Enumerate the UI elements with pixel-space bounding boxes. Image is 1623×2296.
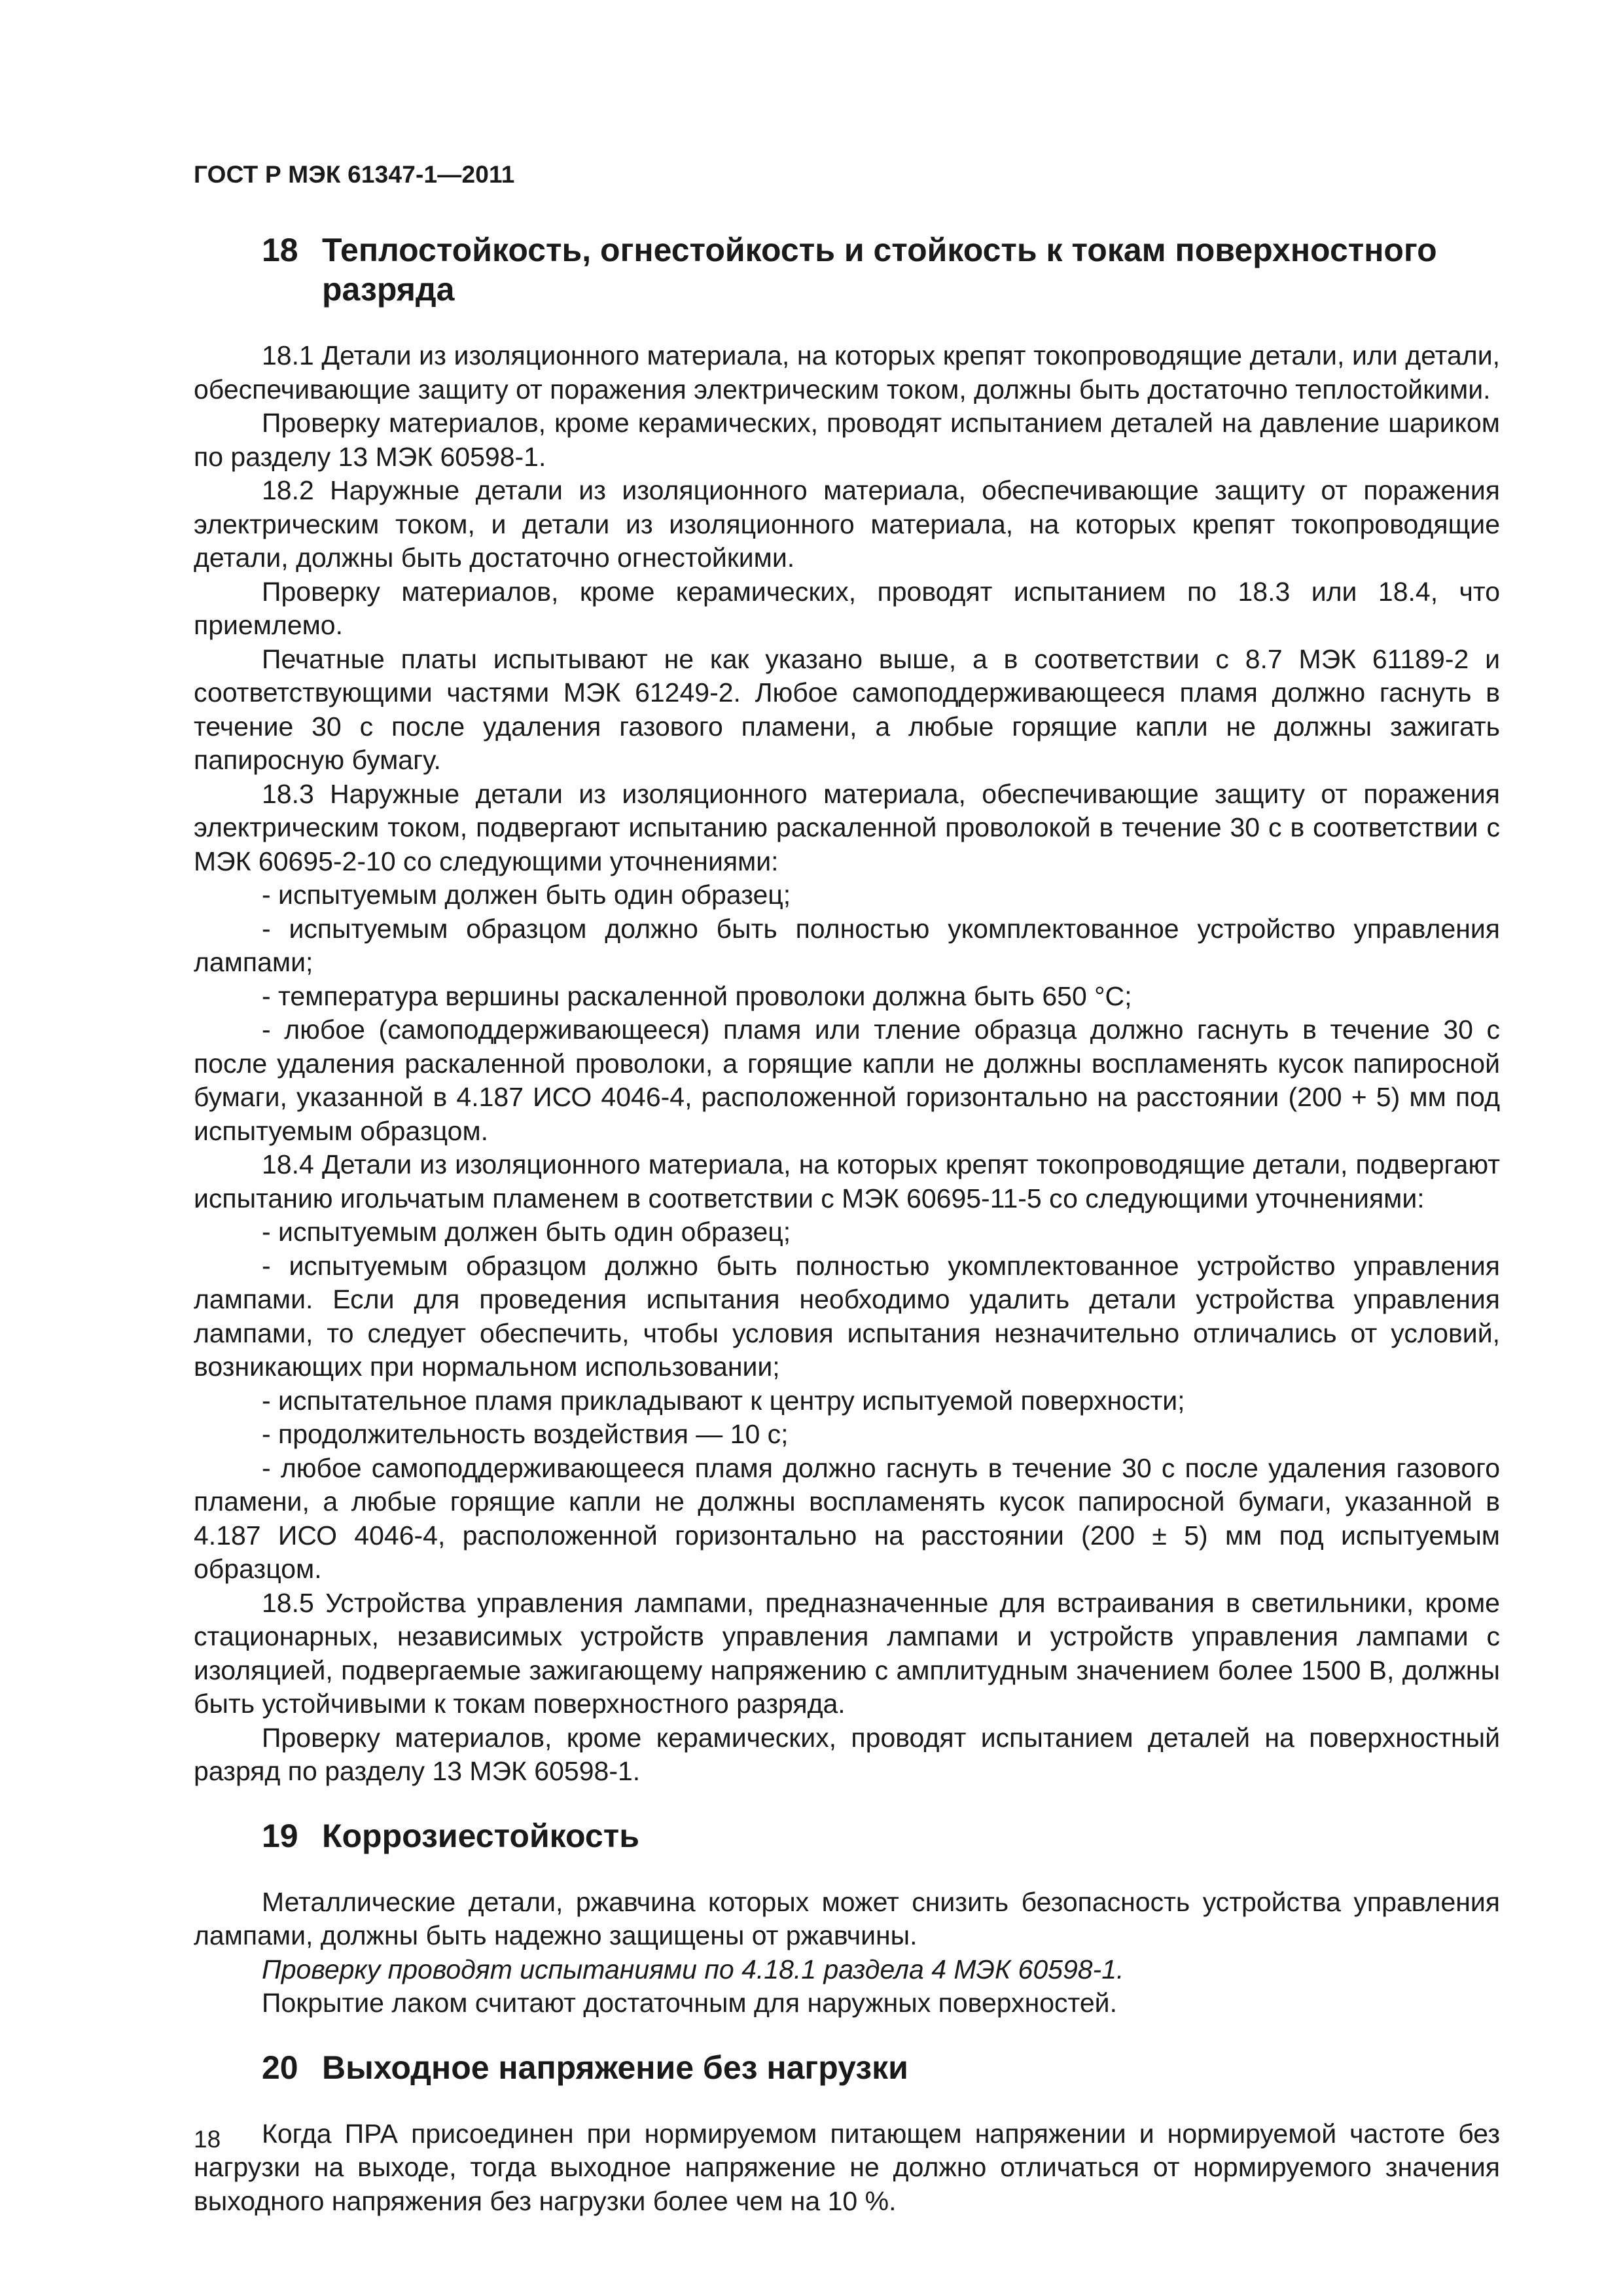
page-number: 18 <box>194 2126 221 2153</box>
paragraph-20-main: Когда ПРА присоединен при нормируемом питающем напряжении и нормируемой частоте без нагрузки на выходе, тогда выходное напряжение не должно отличаться от нормируемого значения выходного напряжения без нагрузки более чем на 10 %. <box>194 2118 1500 2216</box>
section-20-heading <box>194 2048 1500 2087</box>
section-20-number: 20 <box>262 2049 298 2086</box>
paragraph-18-1: 18.1 Детали из изоляционного материала, на которых крепят токопроводящие детали, или детали, обеспечивающие защиту от поражения электрическим током, должны быть достаточно теплостойкими. <box>194 340 1500 404</box>
paragraph-18-5-check: Проверку материалов, кроме керамических, проводят испытанием деталей на поверхностный разряд по разделу 13 МЭК 60598-1. <box>194 1722 1500 1786</box>
section-19-number: 19 <box>262 1817 298 1854</box>
paragraph-18-4: 18.4 Детали из изоляционного материала, на которых крепят токопроводящие детали, подвергают испытанию игольчатым пламенем в соответствии с МЭК 60695-11-5 со следующими уточнениями: <box>194 1149 1500 1213</box>
paragraph-19-main: Металлические детали, ржавчина которых может снизить безопасность устройства управления лампами, должны быть надежно защищены от ржавчины. <box>194 1886 1500 1950</box>
list-item-18-3-d: - любое (самоподдерживающееся) пламя или тление образца должно гаснуть в течение 30 с после удаления раскаленной проволоки, а горящие капли не должны воспламенять кусок папиросной бумаги, указанной в 4.187 ИСО 4046-4, расположенной горизонтально на расстоянии (200 + 5) мм под испытуемым образцом. <box>194 1014 1500 1146</box>
section-19-heading <box>194 1816 1500 1856</box>
list-item-18-4-c: - испытательное пламя прикладывают к центру испытуемой поверхности; <box>262 1385 1185 1416</box>
paragraph-18-3: 18.3 Наружные детали из изоляционного материала, обеспечивающие защиту от поражения электрическим током, подвергают испытанию раскаленной проволокой в течение 30 с в соответствии с МЭК 60695-2-10 со следующими уточнениями: <box>194 778 1500 876</box>
paragraph-18-5: 18.5 Устройства управления лампами, предназначенные для встраивания в светильники, кроме стационарных, независимых устройств управления лампами и устройств управления лампами с изоляцией, подвергаемые зажигающему напряжению с амплитудным значением более 1500 В, должны быть устойчивыми к токам поверхностного разряда. <box>194 1587 1500 1719</box>
list-item-18-3-a: - испытуемым должен быть один образец; <box>262 880 791 910</box>
list-item-18-4-d: - продолжительность воздействия — 10 с; <box>262 1419 789 1449</box>
section-20-title: Выходное напряжение без нагрузки <box>322 2049 908 2086</box>
list-item-18-4-e: - любое самоподдерживающееся пламя должно гаснуть в течение 30 с после удаления газового пламени, а любые горящие капли не должны воспламенять кусок папиросной бумаги, указанной в 4.187 ИСО 4046-4, расположенной горизонтально на расстоянии (200 ± 5) мм под испытуемым образцом. <box>194 1452 1500 1584</box>
section-19-title: Коррозиестойкость <box>322 1817 639 1854</box>
paragraph-18-1-check: Проверку материалов, кроме керамических, проводят испытанием деталей на давление шариком по разделу 13 МЭК 60598-1. <box>194 408 1500 472</box>
paragraph-18-2-check: Проверку материалов, кроме керамических, проводят испытанием по 18.3 или 18.4, что приемлемо. <box>194 576 1500 640</box>
list-item-18-3-b: - испытуемым образцом должно быть полностью укомплектованное устройство управления лампами; <box>194 913 1500 977</box>
list-item-18-4-a: - испытуемым должен быть один образец; <box>262 1217 791 1247</box>
list-item-18-3-c: - температура вершины раскаленной проволоки должна быть 650 °С; <box>262 980 1132 1011</box>
section-18-title: Теплостойкость, огнестойкость и стойкость к токам поверхностного разряда <box>322 232 1437 308</box>
paragraph-19-lacquer: Покрытие лаком считают достаточным для наружных поверхностей. <box>262 1988 1117 2018</box>
page-content <box>194 230 1500 2218</box>
paragraph-19-check: Проверку проводят испытаниями по 4.18.1 раздела 4 МЭК 60598-1. <box>262 1954 1124 1984</box>
section-18-number: 18 <box>262 232 298 268</box>
section-18-heading <box>194 230 1500 309</box>
paragraph-printed-boards: Печатные платы испытывают не как указано выше, а в соответствии с 8.7 МЭК 61189-2 и соответствующими частями МЭК 61249-2. Любое самоподдерживающееся пламя должно гаснуть в течение 30 с после удаления газового пламени, а любые горящие капли не должны зажигать папиросную бумагу. <box>194 643 1500 775</box>
document-code-header: ГОСТ Р МЭК 61347-1—2011 <box>194 161 515 188</box>
list-item-18-4-b: - испытуемым образцом должно быть полностью укомплектованное устройство управления лампами. Если для проведения испытания необходимо удалить детали устройства управления лампами, то следует обеспечить, чтобы условия испытания незначительно отличались от условий, возникающих при нормальном использовании; <box>194 1250 1500 1382</box>
paragraph-18-2: 18.2 Наружные детали из изоляционного материала, обеспечивающие защиту от поражения электрическим током, и детали из изоляционного материала, на которых крепят токопроводящие детали, должны быть достаточно огнестойкими. <box>194 475 1500 573</box>
